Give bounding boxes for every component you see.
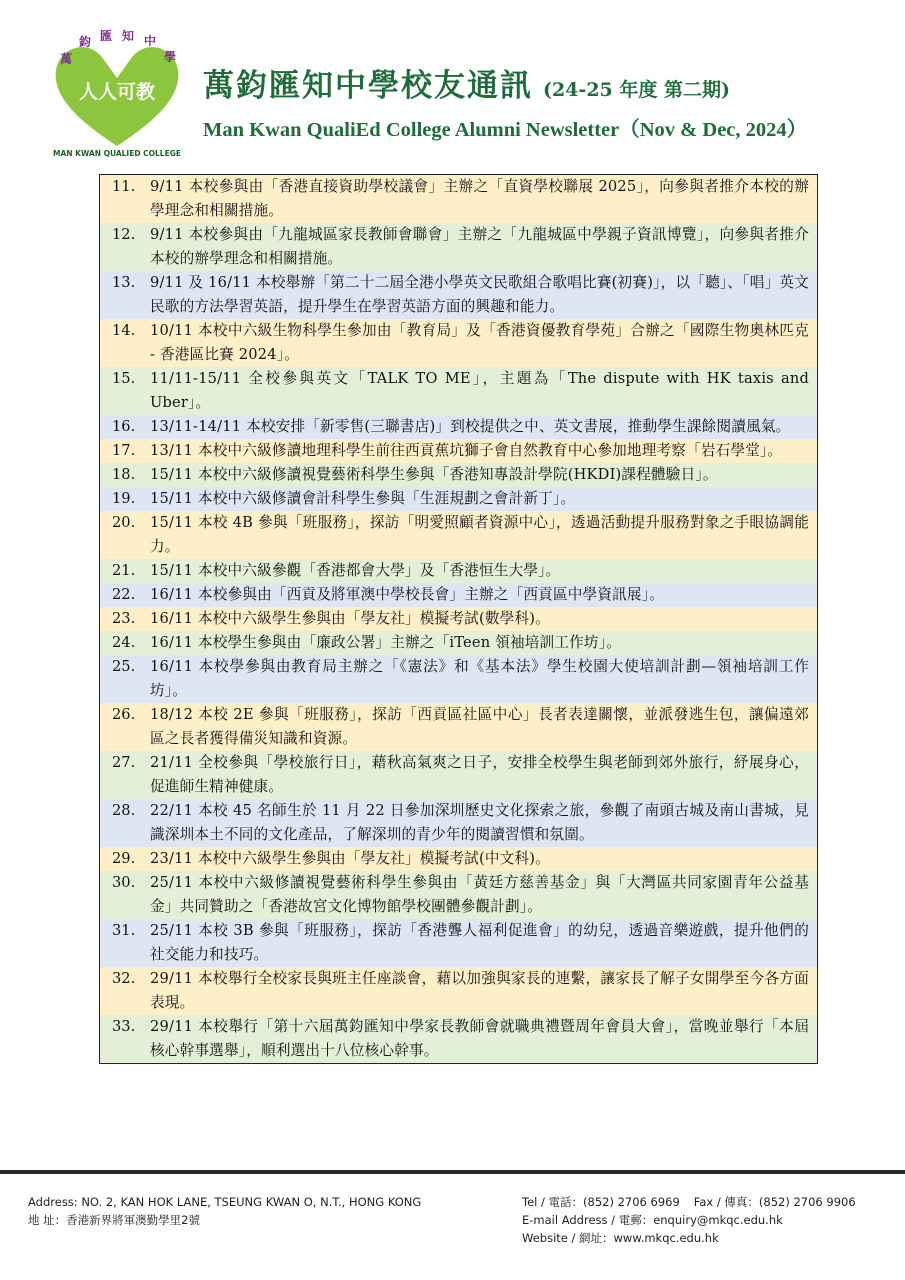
item-number: 33. xyxy=(112,1018,136,1035)
item-number: 20. xyxy=(112,514,136,531)
table-row xyxy=(100,655,817,703)
newsletter-title-en: Man Kwan QualiEd College Alumni Newsletter（Nov & Dec, 2024） xyxy=(203,119,808,141)
table-row xyxy=(100,967,817,1015)
table-row xyxy=(100,919,817,967)
table-row xyxy=(100,463,817,487)
issue-label: (24-25 年度 第二期) xyxy=(543,79,730,101)
item-number: 16. xyxy=(112,418,136,435)
logo-arc-char-1: 萬 xyxy=(60,52,73,66)
logo-english-text: MAN KWAN QUALIED COLLEGE xyxy=(52,149,182,158)
email-address[interactable]: E-mail Address / 電郵：enquiry@mkqc.edu.hk xyxy=(522,1213,783,1227)
item-number: 25. xyxy=(112,658,136,675)
phone-fax-line xyxy=(522,1193,856,1211)
logo-arc-char-5: 中 xyxy=(144,34,157,48)
table-row xyxy=(100,799,817,847)
item-text: 16/11 本校學參與由教育局主辦之「《憲法》和《基本法》學生校園大使培訓計劃—領袖培訓工作坊」。 xyxy=(150,658,809,699)
title-zh-text: 萬鈞匯知中學校友通訊 xyxy=(203,68,533,104)
table-row xyxy=(100,559,817,583)
item-number: 21. xyxy=(112,562,136,579)
item-number: 22. xyxy=(112,586,136,603)
item-number: 26. xyxy=(112,706,136,723)
table-row xyxy=(100,319,817,367)
item-text: 18/12 本校 2E 參與「班服務」，探訪「西貢區社區中心」長者表達關懷，並派發逃生包，讓偏遠郊區之長者獲得備災知識和資源。 xyxy=(150,706,809,747)
item-text: 29/11 本校舉行「第十六屆萬鈞匯知中學家長教師會就職典禮暨周年會員大會」，當晚並舉行「本屆核心幹事選舉」，順利選出十八位核心幹事。 xyxy=(150,1018,809,1059)
table-row xyxy=(100,847,817,871)
logo-arc-char-6: 學 xyxy=(164,50,177,64)
address-en: Address: NO. 2, KAN HOK LANE, TSEUNG KWAN O, N.T., HONG KONG xyxy=(28,1195,422,1209)
item-text: 25/11 本校 3B 參與「班服務」，探訪「香港聾人福利促進會」的幼兒，透過音樂遊戲，提升他們的社交能力和技巧。 xyxy=(150,922,809,963)
newsletter-title-zh xyxy=(203,60,730,105)
item-text: 15/11 本校中六級修讀視覺藝術科學生參與「香港知專設計學院(HKDI)課程體驗日」。 xyxy=(150,466,718,483)
phone-number: Tel / 電話：(852) 2706 6969 xyxy=(522,1195,680,1209)
item-text: 21/11 全校參與「學校旅行日」，藉秋高氣爽之日子，安排全校學生與老師到郊外旅行，紓展身心，促進師生精神健康。 xyxy=(150,754,809,795)
logo-arc-char-2: 鈞 xyxy=(79,35,92,49)
table-row xyxy=(100,511,817,559)
item-text: 29/11 本校舉行全校家長與班主任座談會，藉以加強與家長的連繫，讓家長了解子女開學至今各方面表現。 xyxy=(150,970,809,1011)
table-row xyxy=(100,751,817,799)
item-text: 9/11 及 16/11 本校舉辦「第二十二屆全港小學英文民歌組合歌唱比賽(初賽)」，以「聽」、「唱」英文民歌的方法學習英語，提升學生在學習英語方面的興趣和能力。 xyxy=(150,274,809,315)
item-text: 15/11 本校中六級修讀會計科學生參與「生涯規劃之會計新丁」。 xyxy=(150,490,576,507)
item-text: 23/11 本校中六級學生參與由「學友社」模擬考試(中文科)。 xyxy=(150,850,550,867)
item-text: 15/11 本校 4B 參與「班服務」，探訪「明愛照顧者資源中心」，透過活動提升服務對象之手眼協調能力。 xyxy=(150,514,809,555)
item-number: 17. xyxy=(112,442,136,459)
item-text: 10/11 本校中六級生物科學生參加由「教育局」及「香港資優教育學苑」合辦之「國際生物奧林匹克 - 香港區比賽 2024」。 xyxy=(150,322,809,363)
school-logo xyxy=(42,28,192,158)
table-row xyxy=(100,871,817,919)
footer-divider xyxy=(0,1170,905,1174)
website-link[interactable]: Website / 網址：www.mkqc.edu.hk xyxy=(522,1231,719,1245)
item-number: 12. xyxy=(112,226,136,243)
newsletter-header xyxy=(0,0,905,170)
footer-address xyxy=(28,1193,421,1229)
table-row xyxy=(100,1015,817,1063)
events-table xyxy=(99,174,818,1064)
item-text: 13/11 本校中六級修讀地理科學生前往西貢蕉坑獅子會自然教育中心參加地理考察「岩石學堂」。 xyxy=(150,442,783,459)
item-number: 31. xyxy=(112,922,136,939)
item-text: 15/11 本校中六級參觀「香港都會大學」及「香港恒生大學」。 xyxy=(150,562,561,579)
item-number: 11. xyxy=(112,178,136,195)
item-number: 30. xyxy=(112,874,136,891)
table-row xyxy=(100,487,817,511)
item-number: 23. xyxy=(112,610,136,627)
item-text: 16/11 本校學生參與由「廉政公署」主辦之「iTeen 領袖培訓工作坊」。 xyxy=(150,634,622,651)
table-row xyxy=(100,223,817,271)
item-text: 9/11 本校參與由「九龍城區家長教師會聯會」主辦之「九龍城區中學親子資訊博覽」，向參與者推介本校的辦學理念和相關措施。 xyxy=(150,226,809,267)
table-row xyxy=(100,367,817,415)
logo-arc-char-3: 匯 xyxy=(100,29,113,43)
address-zh: 地 址：香港新界將軍澳勤學里2號 xyxy=(28,1213,200,1227)
item-number: 13. xyxy=(112,274,136,291)
table-row xyxy=(100,631,817,655)
item-number: 15. xyxy=(112,370,136,387)
item-number: 19. xyxy=(112,490,136,507)
table-row xyxy=(100,415,817,439)
logo-arc-char-4: 知 xyxy=(122,29,135,43)
item-text: 9/11 本校參與由「香港直接資助學校議會」主辦之「直資學校聯展 2025」，向參與者推介本校的辦學理念和相關措施。 xyxy=(150,178,809,219)
logo-center-text: 人人可教 xyxy=(78,81,156,103)
table-row xyxy=(100,271,817,319)
table-row xyxy=(100,583,817,607)
item-number: 24. xyxy=(112,634,136,651)
item-text: 16/11 本校中六級學生參與由「學友社」模擬考試(數學科)。 xyxy=(150,610,550,627)
item-number: 28. xyxy=(112,802,136,819)
item-text: 25/11 本校中六級修讀視覺藝術科學生參與由「黃廷方慈善基金」與「大灣區共同家園青年公益基金」共同贊助之「香港故宮文化博物館學校團體參觀計劃」。 xyxy=(150,874,809,915)
table-row xyxy=(100,175,817,223)
table-row xyxy=(100,703,817,751)
item-text: 16/11 本校參與由「西貢及將軍澳中學校長會」主辦之「西貢區中學資訊展」。 xyxy=(150,586,664,603)
item-number: 27. xyxy=(112,754,136,771)
footer-contact xyxy=(522,1193,856,1247)
item-text: 22/11 本校 45 名師生於 11 月 22 日參加深圳歷史文化探索之旅，參觀了南頭古城及南山書城，見識深圳本土不同的文化產品，了解深圳的青少年的閱讀習慣和氛圍。 xyxy=(150,802,809,843)
item-text: 13/11-14/11 本校安排「新零售(三聯書店)」到校提供之中、英文書展，推動學生課餘閱讀風氣。 xyxy=(150,418,791,435)
table-row xyxy=(100,607,817,631)
item-number: 18. xyxy=(112,466,136,483)
item-number: 14. xyxy=(112,322,136,339)
item-number: 32. xyxy=(112,970,136,987)
item-number: 29. xyxy=(112,850,136,867)
table-row xyxy=(100,439,817,463)
item-text: 11/11-15/11 全校參與英文「TALK TO ME」，主題為「The dispute with HK taxis and Uber」。 xyxy=(150,370,809,411)
fax-number: Fax / 傳真：(852) 2706 9906 xyxy=(693,1195,856,1209)
